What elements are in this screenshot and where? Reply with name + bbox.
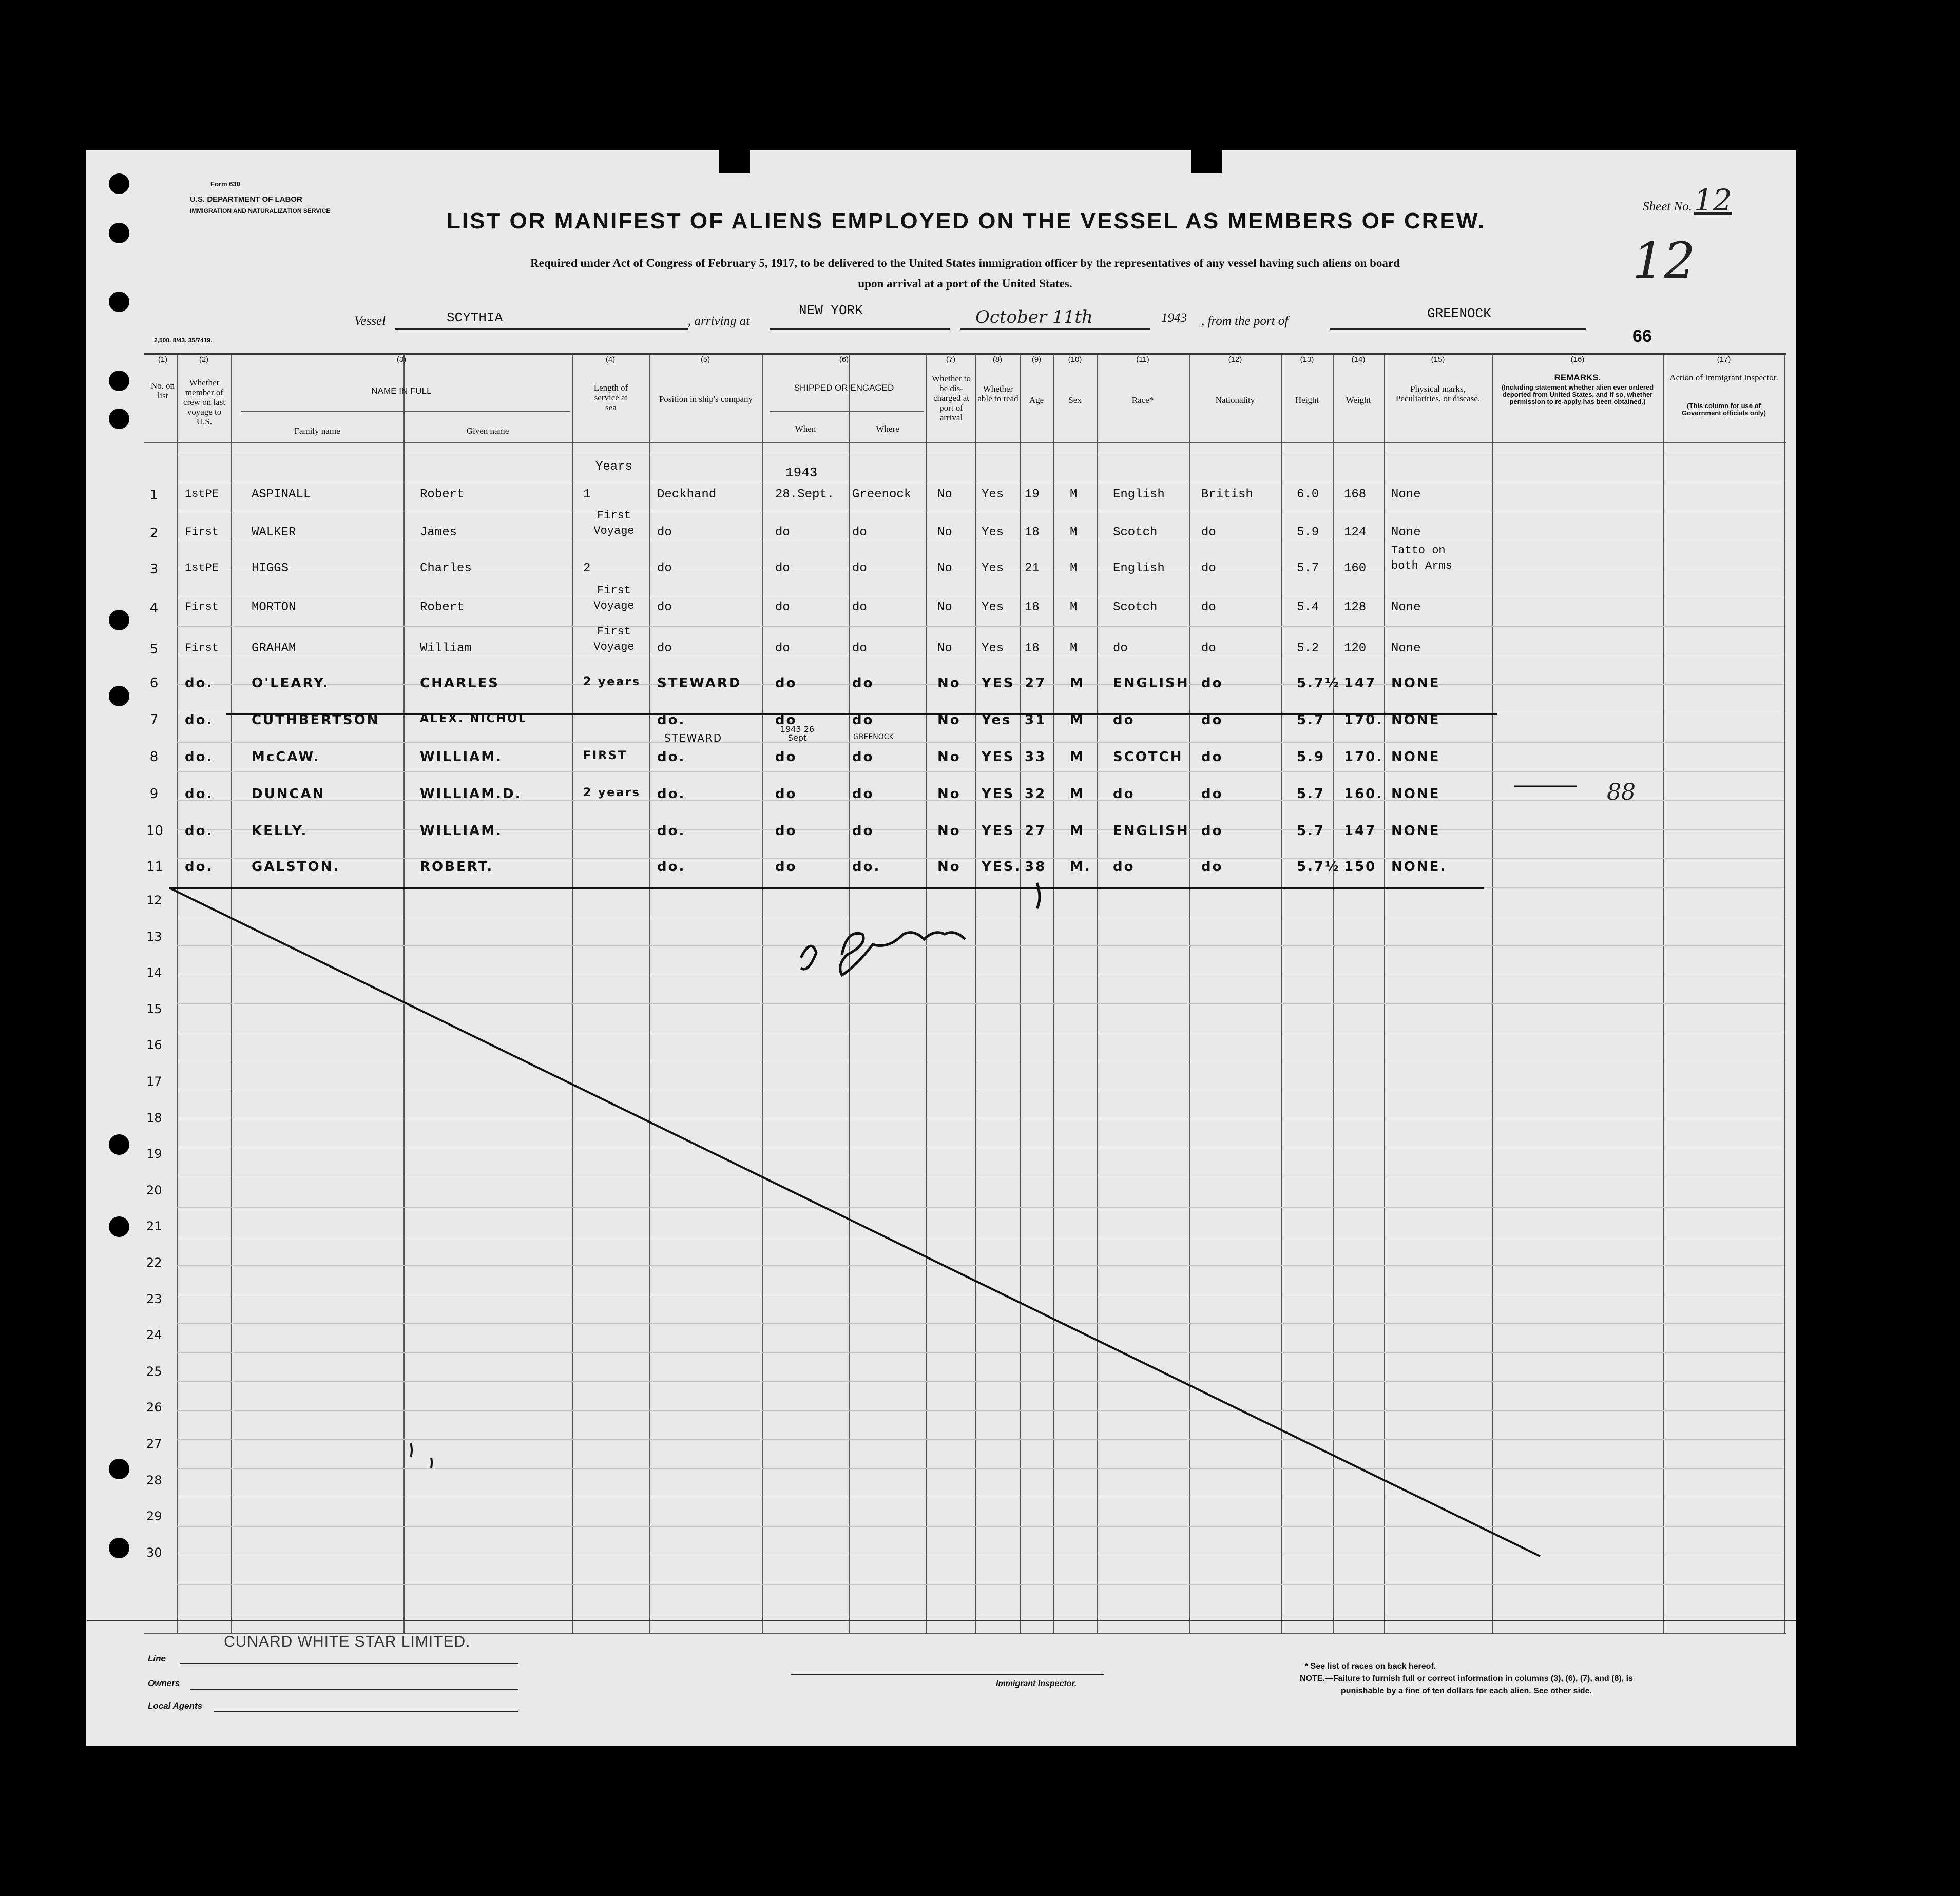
shipped-when-cell: do	[775, 786, 797, 802]
shipped-where-cell: do	[852, 675, 874, 691]
age-cell: 33	[1025, 749, 1047, 765]
race-cell: English	[1113, 488, 1165, 501]
header-member-last-voyage: Whether member of crew on last voyage to U.S.	[183, 378, 226, 427]
shipped-where-cell: do.	[852, 859, 881, 875]
col-num: (12)	[1228, 355, 1242, 364]
pencil-marks	[411, 1443, 432, 1468]
discharged-cell: No	[937, 749, 961, 765]
physical-marks-cell: None	[1391, 488, 1421, 501]
position-cell: do.	[657, 712, 686, 728]
header-discharged: Whether to be dis-charged at port of arrival	[932, 374, 971, 422]
empty-row-number: 14	[146, 965, 162, 980]
arrival-date: October 11th	[975, 307, 1093, 327]
row7-when-note: 1943 26 Sept	[780, 724, 815, 743]
weight-cell: 150	[1344, 859, 1377, 875]
sex-cell: M	[1070, 562, 1078, 575]
race-cell: Scotch	[1113, 526, 1158, 539]
header-age: Age	[1029, 395, 1044, 405]
owners-label: Owners	[148, 1678, 180, 1688]
height-cell: 5.7	[1297, 823, 1325, 839]
physical-marks-cell: NONE	[1391, 823, 1440, 839]
family-name-cell: DUNCAN	[252, 786, 325, 802]
header-where: Where	[876, 424, 899, 434]
race-cell: do	[1113, 859, 1135, 875]
physical-marks-cell: None	[1391, 642, 1421, 655]
height-cell: 5.9	[1297, 749, 1325, 765]
age-cell: 27	[1025, 823, 1047, 839]
header-position: Position in ship's company	[659, 394, 753, 404]
shipped-when-cell: do	[775, 562, 790, 575]
shipped-when-cell: 28.Sept.	[775, 488, 835, 501]
able-read-cell: YES	[982, 749, 1015, 765]
header-physical-marks: Physical marks, Peculiarities, or disease.	[1395, 384, 1481, 403]
physical-marks-cell: None	[1391, 601, 1421, 614]
discharged-cell: No	[937, 526, 952, 539]
discharged-cell: No	[937, 823, 961, 839]
discharged-cell: No	[937, 488, 952, 501]
shipped-when-cell: do	[775, 859, 797, 875]
shipped-where-cell: Greenock	[852, 488, 912, 501]
col-num: (17)	[1717, 355, 1731, 364]
able-read-cell: YES	[982, 786, 1015, 802]
empty-row-number: 30	[146, 1545, 162, 1560]
header-no-on-list: No. on list	[150, 381, 175, 400]
sex-cell: M.	[1070, 859, 1091, 875]
given-name-cell: WILLIAM.D.	[420, 786, 522, 802]
nationality-cell: do	[1201, 859, 1223, 875]
header-shipped-engaged: SHIPPED OR ENGAGED	[794, 383, 894, 393]
shipped-where-cell: do	[852, 526, 867, 539]
penalty-note-1: NOTE.—Failure to furnish full or correct information in columns (3), (6), (7), and (8), is	[1300, 1674, 1633, 1683]
shipped-where-cell: do	[852, 786, 874, 802]
nationality-cell: do	[1201, 601, 1216, 614]
race-cell: ENGLISH	[1113, 823, 1189, 839]
member-cell: First	[185, 601, 219, 613]
physical-marks-cell: NONE	[1391, 675, 1440, 691]
local-agents-label: Local Agents	[148, 1701, 203, 1711]
weight-cell: 147	[1344, 823, 1377, 839]
length-service-cell: First Voyage	[593, 509, 635, 537]
sex-cell: M	[1070, 749, 1085, 765]
length-service-cell: First Voyage	[593, 584, 635, 612]
age-cell: 38	[1025, 859, 1047, 875]
row-number: 1	[149, 488, 159, 503]
able-read-cell: YES	[982, 823, 1015, 839]
shipped-when-cell: do	[775, 642, 790, 655]
sex-cell: M	[1070, 488, 1078, 501]
col-num: (7)	[946, 355, 956, 364]
nationality-cell: do	[1201, 526, 1216, 539]
given-name-cell: WILLIAM.	[420, 749, 503, 765]
shipped-where-cell: do	[852, 642, 867, 655]
page-count: 66	[1632, 326, 1652, 346]
family-name-cell: McCAW.	[252, 749, 320, 765]
length-service-cell: 2 years	[583, 675, 641, 688]
height-cell: 5.2	[1297, 642, 1319, 655]
given-name-cell: Charles	[420, 562, 472, 575]
given-name-cell: Robert	[420, 601, 465, 614]
subtitle-line1: Required under Act of Congress of February 5, 1917, to be delivered to the United States immigration officer by the representatives of any vessel having such aliens on board	[530, 257, 1400, 269]
col-num: (11)	[1136, 355, 1149, 364]
family-name-cell: KELLY.	[252, 823, 308, 839]
line-company: CUNARD WHITE STAR LIMITED.	[224, 1633, 471, 1650]
position-cell: do	[657, 601, 672, 614]
col-num: (5)	[700, 355, 710, 364]
weight-cell: 160	[1344, 562, 1367, 575]
member-cell: do.	[185, 859, 214, 875]
sex-cell: M	[1070, 712, 1085, 728]
length-service-cell: 2 years	[583, 786, 641, 799]
age-cell: 18	[1025, 642, 1040, 655]
shipped-when-cell: do	[775, 526, 790, 539]
shipped-where-cell: do	[852, 562, 867, 575]
row7-position-note: STEWARD	[664, 732, 723, 744]
race-cell: Scotch	[1113, 601, 1158, 614]
weight-cell: 128	[1344, 601, 1367, 614]
length-service-cell: First Voyage	[593, 625, 635, 653]
race-cell: SCOTCH	[1113, 749, 1183, 765]
discharged-cell: No	[937, 562, 952, 575]
height-cell: 5.7	[1297, 562, 1319, 575]
col-num: (2)	[199, 355, 209, 364]
physical-marks-cell: NONE	[1391, 712, 1440, 728]
empty-row-number: 12	[146, 893, 162, 907]
given-name-cell: ALEX. NICHOL	[420, 712, 527, 725]
length-service-cell: 1	[583, 488, 591, 501]
able-read-cell: Yes	[982, 562, 1004, 575]
able-read-cell: Yes	[982, 712, 1012, 728]
family-name-cell: GRAHAM	[252, 642, 296, 655]
race-cell: English	[1113, 562, 1165, 575]
height-cell: 6.0	[1297, 488, 1319, 501]
header-given-name: Given name	[466, 426, 509, 436]
empty-row-number: 25	[146, 1364, 162, 1379]
member-cell: do.	[185, 712, 214, 728]
family-name-cell: GALSTON.	[252, 859, 340, 875]
nationality-cell: British	[1201, 488, 1253, 501]
sex-cell: M	[1070, 526, 1078, 539]
header-sex: Sex	[1068, 395, 1082, 405]
member-cell: do.	[185, 749, 214, 765]
empty-row-number: 26	[146, 1400, 162, 1415]
empty-row-number: 23	[146, 1291, 162, 1306]
header-able-read: Whether able to read	[977, 384, 1019, 403]
physical-marks-cell: NONE	[1391, 786, 1440, 802]
able-read-cell: Yes	[982, 488, 1004, 501]
shipped-when-cell: do	[775, 823, 797, 839]
nationality-cell: do	[1201, 675, 1223, 691]
physical-marks-cell: None	[1391, 526, 1421, 539]
member-cell: 1stPE	[185, 488, 219, 500]
row-number: 7	[149, 712, 159, 728]
discharged-cell: No	[937, 786, 961, 802]
physical-marks-cell: NONE	[1391, 749, 1440, 765]
empty-row-number: 13	[146, 929, 162, 944]
col-num: (4)	[605, 355, 616, 364]
vessel-name: SCYTHIA	[447, 310, 503, 325]
row-number: 2	[149, 526, 159, 541]
nationality-cell: do	[1201, 786, 1223, 802]
col-num: (6)	[839, 355, 849, 364]
position-cell: do.	[657, 749, 686, 765]
weight-cell: 170.	[1344, 712, 1383, 728]
years-label: Years	[595, 460, 633, 474]
arrival-year: 1943	[1161, 311, 1187, 325]
age-cell: 31	[1025, 712, 1047, 728]
shipped-where-cell: do	[852, 749, 874, 765]
empty-row-number: 29	[146, 1509, 162, 1524]
position-cell: do	[657, 562, 672, 575]
col-num: (9)	[1031, 355, 1042, 364]
empty-row-number: 17	[146, 1074, 162, 1089]
sheet-number: 12	[1694, 183, 1732, 218]
member-cell: do.	[185, 823, 214, 839]
height-cell: 5.4	[1297, 601, 1319, 614]
ship-year: 1943	[785, 465, 818, 480]
col-num: (15)	[1431, 355, 1445, 364]
height-cell: 5.7	[1297, 712, 1325, 728]
header-family-name: Family name	[294, 426, 340, 436]
row-number: 8	[149, 749, 159, 765]
shipped-when-cell: do	[775, 601, 790, 614]
empty-row-number: 21	[146, 1219, 162, 1234]
row-number: 10	[146, 823, 164, 839]
header-name-in-full: NAME IN FULL	[371, 386, 432, 396]
shipped-where-cell: do	[852, 601, 867, 614]
row-number: 11	[146, 859, 164, 875]
height-cell: 5.7½	[1297, 675, 1340, 691]
given-name-cell: ROBERT.	[420, 859, 494, 875]
header-height: Height	[1295, 395, 1319, 405]
race-cell: do	[1113, 642, 1128, 655]
age-cell: 19	[1025, 488, 1040, 501]
empty-row-number: 16	[146, 1038, 162, 1053]
family-name-cell: MORTON	[252, 601, 296, 614]
penalty-note-2: punishable by a fine of ten dollars for each alien. See other side.	[1341, 1687, 1592, 1695]
shipped-when-cell: do	[775, 712, 797, 728]
age-cell: 27	[1025, 675, 1047, 691]
given-name-cell: WILLIAM.	[420, 823, 503, 839]
family-name-cell: ASPINALL	[252, 488, 311, 501]
col-num: (1)	[158, 355, 168, 364]
height-cell: 5.7½	[1297, 859, 1340, 875]
race-cell: ENGLISH	[1113, 675, 1189, 691]
row-number: 3	[149, 562, 159, 577]
empty-row-number: 27	[146, 1437, 162, 1451]
nationality-cell: do	[1201, 823, 1223, 839]
physical-marks-cell: NONE.	[1391, 859, 1447, 875]
immigrant-inspector-label: Immigrant Inspector.	[996, 1679, 1077, 1688]
print-code: 2,500. 8/43. 35/7419.	[154, 337, 213, 344]
weight-cell: 147	[1344, 675, 1377, 691]
age-cell: 18	[1025, 526, 1040, 539]
empty-row-number: 19	[146, 1147, 162, 1162]
age-cell: 32	[1025, 786, 1047, 802]
weight-cell: 160.	[1344, 786, 1383, 802]
discharged-cell: No	[937, 642, 952, 655]
position-cell: Deckhand	[657, 488, 717, 501]
member-cell: do.	[185, 786, 214, 802]
weight-cell: 120	[1344, 642, 1367, 655]
row-number: 4	[149, 601, 159, 616]
races-note: * See list of races on back hereof.	[1305, 1662, 1436, 1671]
physical-marks-cell: Tatto on both Arms	[1391, 544, 1452, 572]
col-num: (14)	[1351, 355, 1366, 364]
empty-row-number: 22	[146, 1255, 162, 1270]
header-remarks: REMARKS.	[1554, 373, 1601, 382]
department-label: U.S. DEPARTMENT OF LABOR	[190, 195, 302, 204]
sex-cell: M	[1070, 675, 1085, 691]
header-action: Action of Immigrant Inspector.	[1669, 373, 1778, 382]
vessel-label: Vessel	[354, 314, 386, 328]
discharged-cell: No	[937, 601, 952, 614]
position-cell: do.	[657, 823, 686, 839]
header-length-service: Length of service at sea	[593, 383, 628, 412]
empty-row-number: 20	[146, 1183, 162, 1197]
able-read-cell: Yes	[982, 526, 1004, 539]
shipped-when-cell: do	[775, 749, 797, 765]
empty-row-number: 28	[146, 1473, 162, 1487]
empty-row-number: 18	[146, 1110, 162, 1125]
able-read-cell: YES.	[982, 859, 1022, 875]
length-service-cell: 2	[583, 562, 591, 575]
empty-row-number: 24	[146, 1328, 162, 1343]
row-number: 5	[149, 642, 159, 657]
sex-cell: M	[1070, 786, 1085, 802]
header-weight: Weight	[1346, 395, 1371, 405]
col-num: (8)	[992, 355, 1003, 364]
header-remarks-note: (Including statement whether alien ever ordered deported from United States, and if so, whether permission to re-apply has been obtained.)	[1501, 383, 1654, 405]
height-cell: 5.7	[1297, 786, 1325, 802]
able-read-cell: YES	[982, 675, 1015, 691]
row-number: 6	[149, 675, 159, 691]
departure-port: GREENOCK	[1427, 306, 1491, 321]
member-cell: First	[185, 526, 219, 538]
sex-cell: M	[1070, 823, 1085, 839]
nationality-cell: do	[1201, 642, 1216, 655]
line-label: Line	[148, 1654, 166, 1663]
discharged-cell: No	[937, 712, 961, 728]
header-race: Race*	[1131, 395, 1154, 405]
family-name-cell: WALKER	[252, 526, 296, 539]
row-number: 9	[149, 786, 159, 802]
header-action-note: (This column for use of Government officials only)	[1682, 402, 1766, 417]
sex-cell: M	[1070, 642, 1078, 655]
nationality-cell: do	[1201, 749, 1223, 765]
member-cell: 1stPE	[185, 562, 219, 574]
sex-cell: M	[1070, 601, 1078, 614]
nationality-cell: do	[1201, 712, 1223, 728]
member-cell: First	[185, 642, 219, 654]
member-cell: do.	[185, 675, 214, 691]
height-cell: 5.9	[1297, 526, 1319, 539]
weight-cell: 168	[1344, 488, 1367, 501]
arrival-port: NEW YORK	[799, 303, 863, 318]
nationality-cell: do	[1201, 562, 1216, 575]
able-read-cell: Yes	[982, 601, 1004, 614]
given-name-cell: Robert	[420, 488, 465, 501]
subtitle-line2: upon arrival at a port of the United States.	[858, 277, 1072, 290]
page-title: LIST OR MANIFEST OF ALIENS EMPLOYED ON THE VESSEL AS MEMBERS OF CREW.	[447, 208, 1486, 234]
empty-row-number: 15	[146, 1001, 162, 1016]
race-cell: do	[1113, 712, 1135, 728]
position-cell: do	[657, 526, 672, 539]
position-cell: do.	[657, 786, 686, 802]
col-num: (16)	[1570, 355, 1585, 364]
inspector-signature	[801, 883, 1040, 975]
position-cell: do	[657, 642, 672, 655]
family-name-cell: O'LEARY.	[252, 675, 330, 691]
cancel-diagonal-line	[169, 888, 1540, 1556]
discharged-cell: No	[937, 859, 961, 875]
header-nationality: Nationality	[1215, 395, 1255, 405]
form-number: Form 630	[210, 180, 240, 188]
sheet-label: Sheet No.	[1643, 200, 1692, 214]
given-name-cell: James	[420, 526, 457, 539]
race-cell: do	[1113, 786, 1135, 802]
position-cell: STEWARD	[657, 675, 742, 691]
col-num: (10)	[1068, 355, 1082, 364]
given-name-cell: William	[420, 642, 472, 655]
age-cell: 21	[1025, 562, 1040, 575]
header-when: When	[795, 424, 816, 434]
service-label: IMMIGRATION AND NATURALIZATION SERVICE	[190, 207, 331, 215]
remarks-cell: 88	[1607, 779, 1636, 805]
from-port-label: , from the port of	[1201, 314, 1289, 328]
family-name-cell: HIGGS	[252, 562, 289, 575]
sheet-number-large: 12	[1632, 232, 1696, 289]
shipped-where-cell: do	[852, 823, 874, 839]
shipped-where-cell: do	[852, 712, 874, 728]
col-num: (13)	[1300, 355, 1314, 364]
col-num: (3)	[396, 355, 407, 364]
given-name-cell: CHARLES	[420, 675, 500, 691]
discharged-cell: No	[937, 675, 961, 691]
row7-where-note: GREENOCK	[853, 733, 894, 741]
arriving-label: , arriving at	[688, 314, 750, 328]
family-name-cell: CUTHBERTSON	[252, 712, 380, 728]
weight-cell: 170.	[1344, 749, 1383, 765]
weight-cell: 124	[1344, 526, 1367, 539]
position-cell: do.	[657, 859, 686, 875]
age-cell: 18	[1025, 601, 1040, 614]
length-service-cell: FIRST	[583, 749, 628, 762]
able-read-cell: Yes	[982, 642, 1004, 655]
shipped-when-cell: do	[775, 675, 797, 691]
